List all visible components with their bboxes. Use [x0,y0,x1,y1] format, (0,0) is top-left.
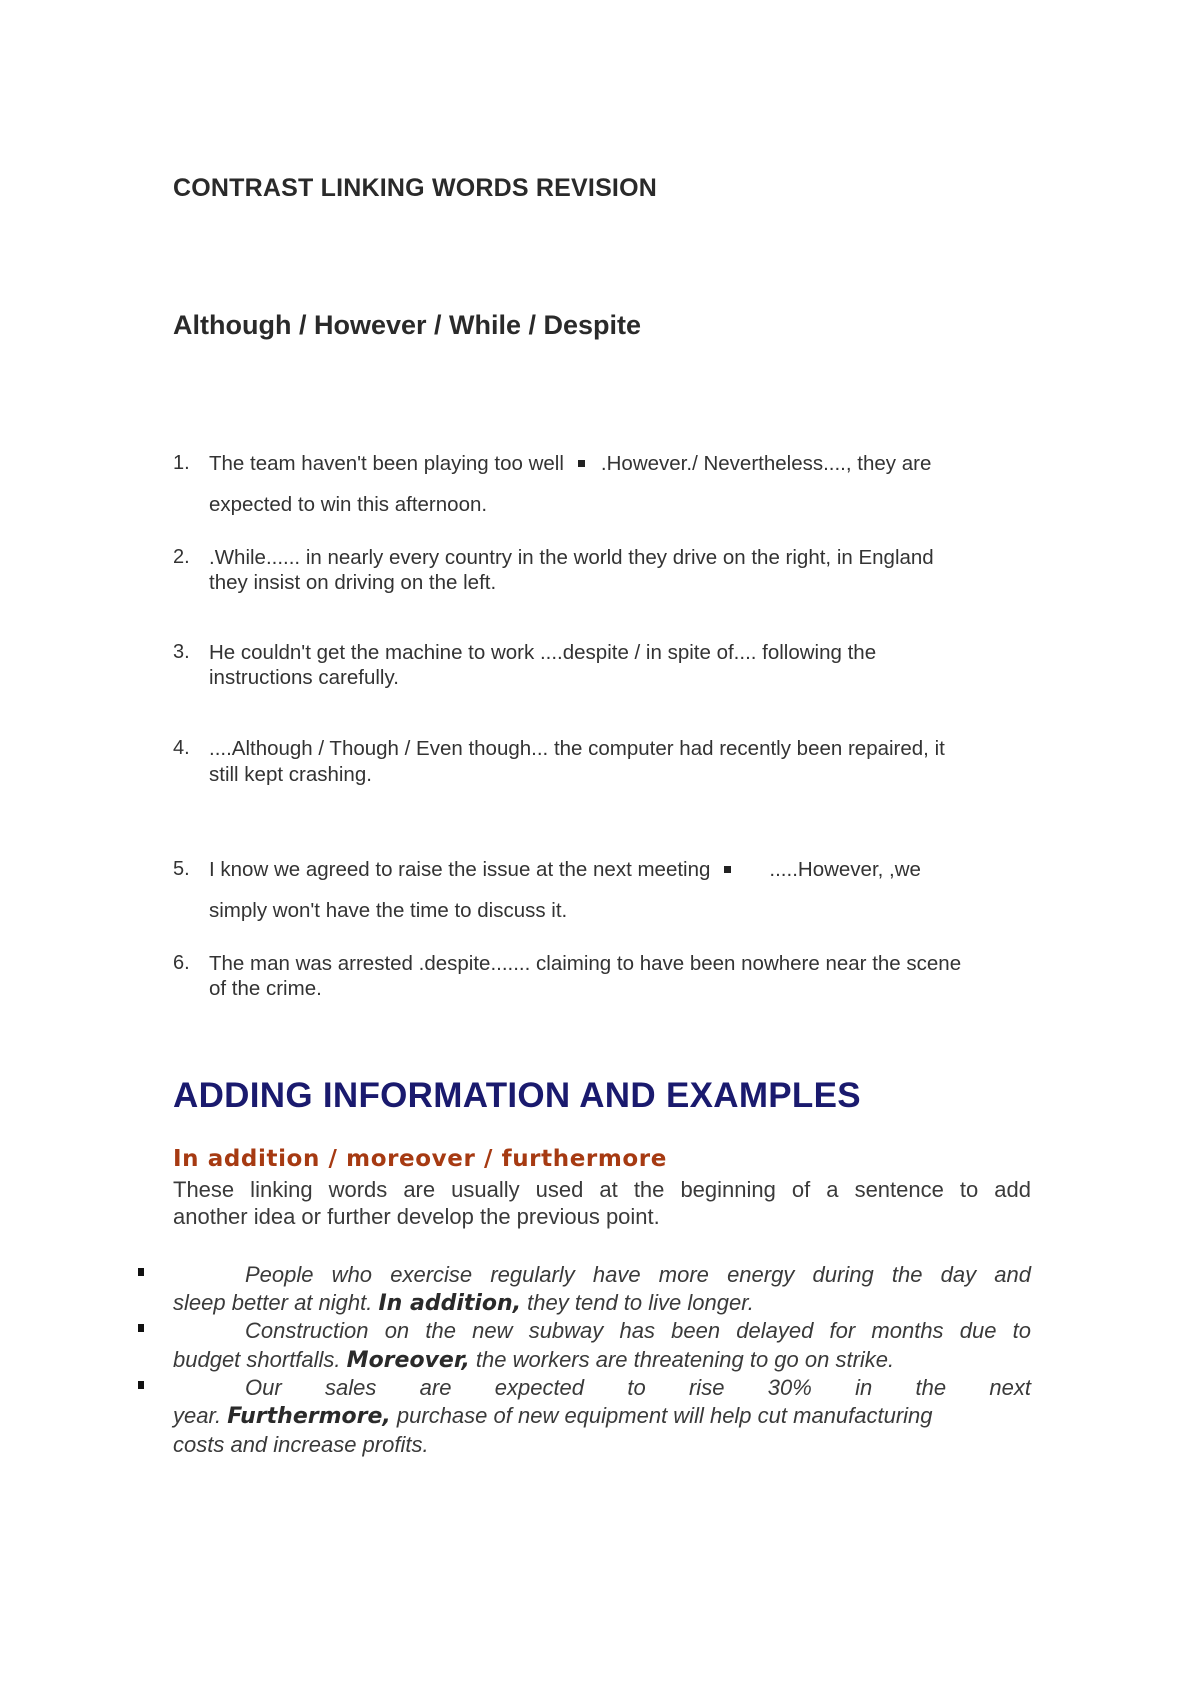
list-item: .While...... in nearly every country in the world they drive on the right, in England [209,546,934,569]
section-subheading: In addition / moreover / furthermore [173,1146,667,1172]
example-text: budget shortfalls. [173,1347,347,1372]
item-number: 1. [173,452,190,474]
example-word: Our [245,1375,282,1400]
example-sentence [173,1318,1031,1344]
item-number: 2. [173,546,190,568]
example-word: expected [494,1375,585,1400]
example-word: to [627,1375,646,1400]
item-answer: .However./ Nevertheless...., they are [600,452,932,475]
list-item [209,858,921,882]
item-text-continued: they insist on driving on the left. [209,571,497,594]
example-word: 30% [767,1375,812,1400]
example-text: People who exercise regularly have more energy during the day and [245,1262,1031,1287]
item-text-continued: instructions carefully. [209,666,399,689]
example-word: rise [688,1375,725,1400]
example-sentence-continued: costs and increase profits. [173,1432,429,1457]
example-sentence [173,1262,1031,1288]
example-sentence [173,1375,1031,1401]
item-text-continued: expected to win this afternoon. [209,493,488,516]
item-text-continued: of the crime. [209,977,322,1000]
item-text: The team haven't been playing too well [209,452,564,475]
example-sentence-continued [173,1403,1031,1429]
example-text: Construction on the new subway has been delayed for months due to [245,1318,1031,1343]
example-text: purchase of new equipment will help cut manufacturing [390,1403,933,1428]
item-text-continued: simply won't have the time to discuss it. [209,899,568,922]
list-item: ....Although / Though / Even though... the computer had recently been repaired, it [209,737,945,760]
item-number: 5. [173,858,190,880]
example-word: next [989,1375,1031,1400]
item-text-continued: still kept crashing. [209,763,372,786]
example-text: year. [173,1403,228,1428]
square-bullet-icon [578,460,585,467]
description-text-continued: another idea or further develop the previous point. [173,1204,660,1229]
linking-word: In addition, [378,1291,522,1316]
example-word: the [915,1375,947,1400]
section-subtitle: Although / However / While / Despite [173,310,642,340]
example-word: are [419,1375,452,1400]
square-bullet-icon [138,1268,144,1276]
square-bullet-icon [724,866,731,873]
linking-word: Moreover, [346,1348,470,1373]
page-title: CONTRAST LINKING WORDS REVISION [173,174,657,202]
item-number: 3. [173,641,190,663]
list-item: The man was arrested .despite....... claiming to have been nowhere near the scene [209,952,962,975]
item-number: 4. [173,737,190,759]
example-word: in [855,1375,873,1400]
item-text: I know we agreed to raise the issue at the next meeting [209,858,711,881]
list-item: He couldn't get the machine to work ....despite / in spite of.... following the [209,641,877,664]
item-answer: .....However, ,we [769,858,921,881]
example-text: sleep better at night. [173,1290,379,1315]
example-sentence-continued [173,1290,1031,1316]
square-bullet-icon [138,1324,144,1332]
example-word: sales [324,1375,377,1400]
linking-word: Furthermore, [227,1404,391,1429]
item-number: 6. [173,952,190,974]
square-bullet-icon [138,1381,144,1389]
example-sentence-continued [173,1347,1031,1373]
description-text: These linking words are usually used at the beginning of a sentence to add [173,1177,1031,1202]
section-heading: ADDING INFORMATION AND EXAMPLES [173,1076,861,1115]
example-text: the workers are threatening to go on strike. [469,1347,895,1372]
example-text: they tend to live longer. [521,1290,754,1315]
list-item [209,452,931,476]
